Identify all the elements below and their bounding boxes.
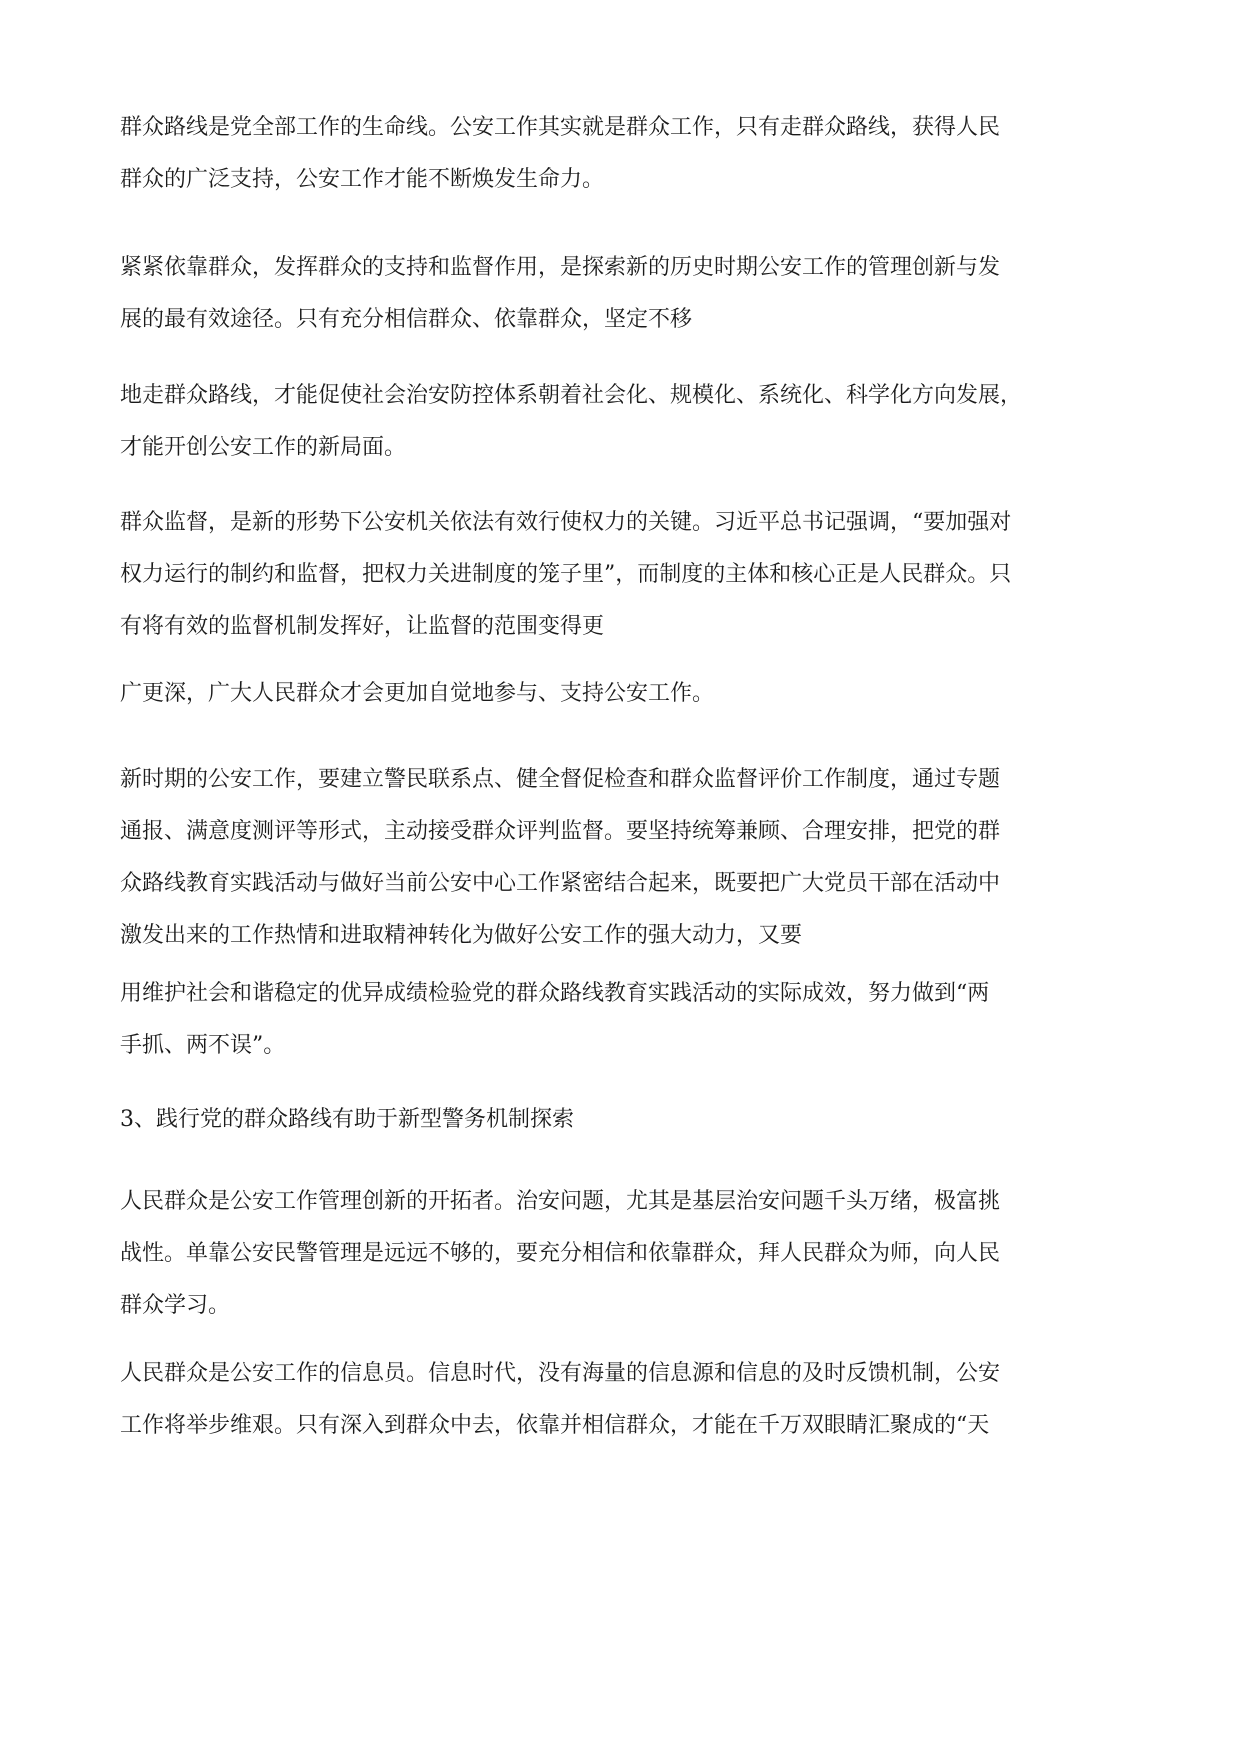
text-line: 人民群众是公安工作管理创新的开拓者。治安问题，尤其是基层治安问题千头万绪，极富挑: [120, 1189, 1001, 1214]
text-line: 群众路线是党全部工作的生命线。公安工作其实就是群众工作，只有走群众路线，获得人民: [120, 115, 1001, 140]
text-line: 才能开创公安工作的新局面。: [120, 435, 407, 460]
text-line: 人民群众是公安工作的信息员。信息时代，没有海量的信息源和信息的及时反馈机制，公安: [120, 1361, 1001, 1386]
text-line: 激发出来的工作热情和进取精神转化为做好公安工作的强大动力，又要: [120, 923, 803, 948]
text-line: 地走群众路线，才能促使社会治安防控体系朝着社会化、规模化、系统化、科学化方向发展，: [120, 383, 1023, 408]
text-line: 战性。单靠公安民警管理是远远不够的，要充分相信和依靠群众，拜人民群众为师，向人民: [120, 1241, 1001, 1266]
text-line: 工作将举步维艰。只有深入到群众中去，依靠并相信群众，才能在千万双眼睛汇聚成的“天: [120, 1413, 990, 1438]
paragraph-mass-supervision: [120, 497, 1130, 653]
paragraph-rely-on-masses: [120, 242, 1130, 346]
paragraph-masses-informants: [120, 1348, 1130, 1452]
text-line: 权力运行的制约和监督，把权力关进制度的笼子里”，而制度的主体和核心正是人民群众。只: [120, 562, 1012, 587]
text-line: 用维护社会和谐稳定的优异成绩检验党的群众路线教育实践活动的实际成效，努力做到“两: [120, 981, 990, 1006]
text-line: 3、践行党的群众路线有助于新型警务机制探索: [120, 1107, 574, 1132]
text-line: 通报、满意度测评等形式，主动接受群众评判监督。要坚持统筹兼顾、合理安排，把党的群: [120, 819, 1001, 844]
text-line: 群众的广泛支持，公安工作才能不断焕发生命力。: [120, 167, 605, 192]
text-line: 紧紧依靠群众，发挥群众的支持和监督作用，是探索新的历史时期公安工作的管理创新与发: [120, 255, 1001, 280]
paragraph-mass-line-lifeline: [120, 102, 1130, 206]
text-line: 群众监督，是新的形势下公安机关依法有效行使权力的关键。习近平总书记强调，“要加强对: [120, 510, 1012, 535]
text-line: 广更深，广大人民群众才会更加自觉地参与、支持公安工作。: [120, 681, 715, 706]
section-heading-3: [120, 1094, 1130, 1146]
text-line: 有将有效的监督机制发挥好，让监督的范围变得更: [120, 614, 605, 639]
paragraph-public-security-system: [120, 370, 1130, 474]
paragraph-broader-deeper: [120, 668, 1130, 720]
paragraph-masses-pioneers: [120, 1176, 1130, 1332]
text-line: 新时期的公安工作，要建立警民联系点、健全督促检查和群众监督评价工作制度，通过专题: [120, 767, 1001, 792]
text-line: 展的最有效途径。只有充分相信群众、依靠群众，坚定不移: [120, 307, 693, 332]
text-line: 群众学习。: [120, 1293, 231, 1318]
text-line: 手抓、两不误”。: [120, 1033, 286, 1058]
paragraph-social-stability: [120, 968, 1130, 1072]
paragraph-new-era-work: [120, 754, 1130, 962]
text-line: 众路线教育实践活动与做好当前公安中心工作紧密结合起来，既要把广大党员干部在活动中: [120, 871, 1001, 896]
